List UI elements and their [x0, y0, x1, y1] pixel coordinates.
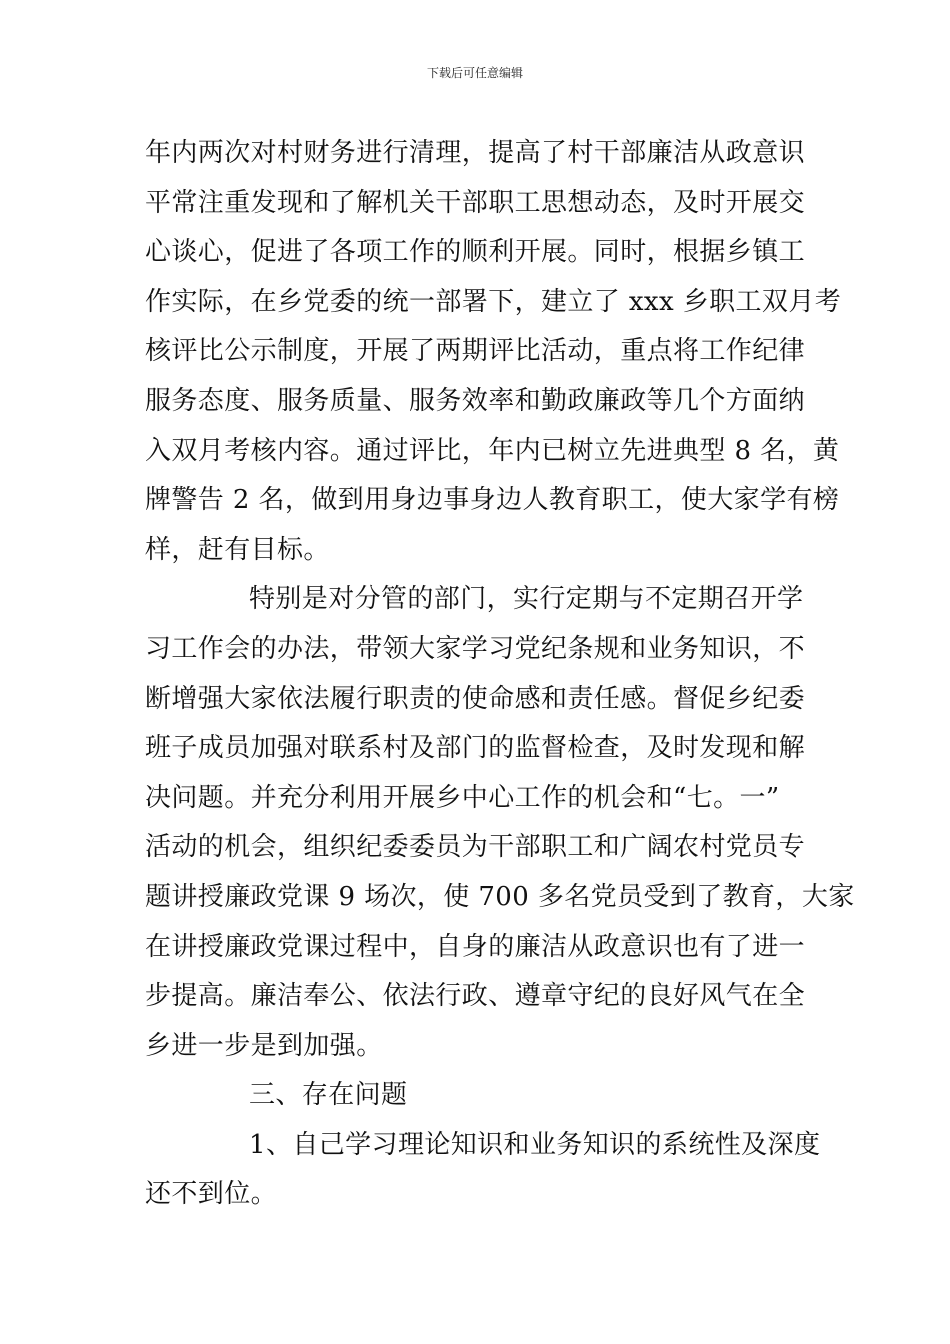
paragraph-first-line: 特别是对分管的部门，实行定期与不定期召开学: [249, 584, 804, 615]
text-line: 习工作会的办法，带领大家学习党纪条规和业务知识，不: [145, 633, 806, 664]
text-line: 决问题。并充分利用开展乡中心工作的机会和“七。一”: [145, 782, 780, 813]
text-line: 班子成员加强对联系村及部门的监督检查，及时发现和解: [145, 733, 806, 764]
text-line: 步提高。廉洁奉公、依法行政、遵章守纪的良好风气在全: [145, 981, 806, 1012]
page-header: 下载后可任意编辑: [426, 66, 523, 80]
text-line: 题讲授廉政党课 9 场次，使 700 多名党员受到了教育，大家: [145, 881, 855, 912]
document-body: [145, 129, 855, 1220]
text-line: 还不到位。: [145, 1179, 278, 1210]
list-item-first-line: 1、自己学习理论知识和业务知识的系统性及深度: [249, 1129, 821, 1160]
text-line: 乡进一步是到加强。: [145, 1030, 383, 1061]
text-line: 断增强大家依法履行职责的使命感和责任感。督促乡纪委: [145, 683, 806, 714]
text-line: 年内两次对村财务进行清理，提高了村干部廉洁从政意识: [145, 138, 806, 168]
text-line: 服务态度、服务质量、服务效率和勤政廉政等几个方面纳: [145, 385, 806, 416]
text-line: 入双月考核内容。通过评比，年内已树立先进典型 8 名，黄: [145, 435, 840, 466]
section-heading: 三、存在问题: [249, 1080, 408, 1111]
text-line: 作实际，在乡党委的统一部署下，建立了 xxx 乡职工双月考: [145, 286, 842, 317]
text-line: 牌警告 2 名，做到用身边事身边人教育职工，使大家学有榜: [145, 485, 840, 516]
text-line: 活动的机会，组织纪委委员为干部职工和广阔农村党员专: [145, 832, 806, 863]
text-line: 核评比公示制度，开展了两期评比活动，重点将工作纪律: [145, 336, 806, 367]
text-line: 心谈心，促进了各项工作的顺利开展。同时，根据乡镇工: [145, 237, 806, 268]
text-line: 平常注重发现和了解机关干部职工思想动态，及时开展交: [145, 187, 806, 218]
text-line: 样，赶有目标。: [145, 534, 330, 565]
text-line: 在讲授廉政党课过程中，自身的廉洁从政意识也有了进一: [145, 931, 806, 962]
